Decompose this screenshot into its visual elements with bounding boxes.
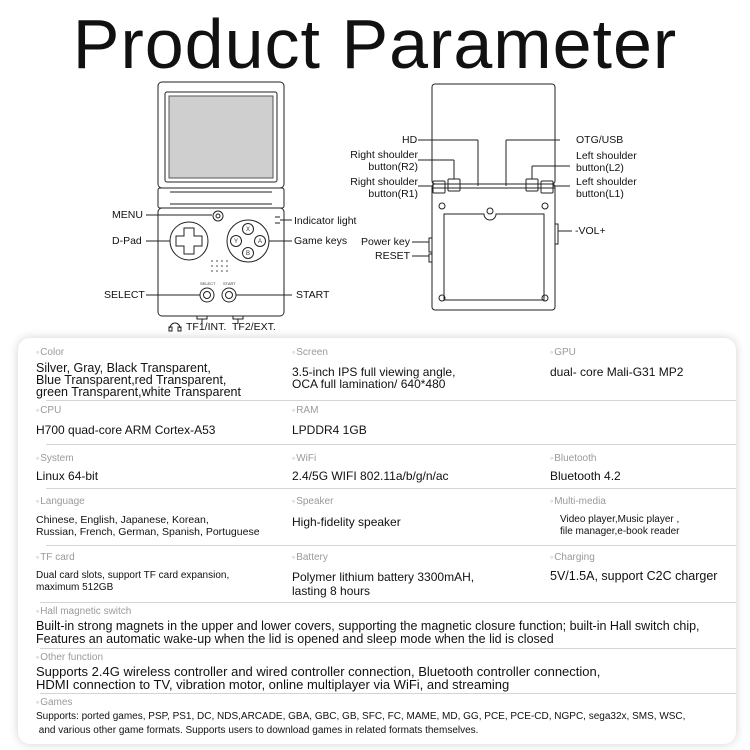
dpad-shape [176,228,202,254]
label-reset: RESET [375,250,411,262]
vol-shape [555,224,558,244]
spec-multimedia-value [550,514,680,538]
spec-language-value [36,514,260,538]
divider [46,400,736,401]
divider [40,648,736,649]
spec-other-line1: Supports 2.4G wireless controller and wired controller connection, Bluetooth controller connection, [36,664,601,679]
spec-hall-value [36,620,700,646]
spec-screen-line2: OCA full lamination/ 640*480 [292,377,446,391]
key-b-label: B [245,251,251,257]
label-menu: MENU [112,209,143,221]
speaker-grille [211,260,228,272]
label-l1 [576,176,637,200]
spec-multimedia-label: ◦ Multi-media [550,495,680,508]
key-a-label: A [257,239,263,245]
spec-tfcard-line2: maximum 512GB [36,582,114,593]
divider [40,693,736,694]
divider [46,488,736,489]
spec-gpu-label: ◦ GPU [550,346,683,359]
label-start: START [296,289,330,301]
back-lid-outline [432,84,555,184]
label-r2 [330,149,418,173]
spec-charging-value: 5V/1.5A, support C2C charger [550,569,718,583]
spec-language-line2: Russian, French, German, Spanish, Portuguese [36,526,260,538]
spec-tfcard-label: ◦ TF card [36,551,229,564]
spec-tfcard [36,551,229,594]
spec-battery-value [292,570,474,598]
spec-other-line2: HDMI connection to TV, vibration motor, online multiplayer via WiFi, and streaming [36,677,510,692]
label-r1 [330,176,418,200]
shoulder-l1-shape [541,181,553,193]
label-l1-line2: button(L1) [576,188,624,200]
spec-speaker [292,495,401,528]
label-r1-line1: Right shoulder [350,176,418,188]
shoulder-l2-shape [526,179,538,191]
spec-multimedia [550,495,680,538]
spec-wifi-value: 2.4/5G WIFI 802.11a/b/g/n/ac [292,469,449,483]
label-otg: OTG/USB [576,134,624,146]
spec-cpu-value: H700 quad-core ARM Cortex-A53 [36,423,216,437]
spec-hall-line2: Features an automatic wake-up when the lid is opened and sleep mode when the lid is closed [36,632,554,646]
back-plate [444,214,544,300]
spec-other-value [36,665,600,691]
label-l1-line1: Left shoulder [576,176,637,188]
spec-gpu-value: dual- core Mali-G31 MP2 [550,365,684,379]
spec-screen-line1: 3.5-inch IPS full viewing angle, [292,365,456,379]
hinge [158,188,284,208]
label-r2-line1: Right shoulder [350,149,418,161]
label-hd: HD [402,134,418,146]
label-l2 [576,150,637,174]
spec-panel [18,338,736,744]
spec-ram-label: ◦ RAM [292,404,367,417]
label-game-keys: Game keys [294,235,348,247]
select-mini-label: SELECT [200,281,216,286]
spec-screen-label: ◦ Screen [292,346,455,359]
label-tf2: TF2/EXT. [232,321,276,333]
shoulder-r2-shape [448,179,460,191]
start-button-shape [222,288,236,302]
divider [46,444,736,445]
spec-hall-line1: Built-in strong magnets in the upper and lower covers, supporting the magnetic closure function; built-in Hall switch chip, [36,619,700,633]
spec-multimedia-line2: file manager,e-book reader [560,526,680,537]
spec-cpu-label: ◦ CPU [36,404,215,417]
spec-gpu [550,346,683,378]
spec-ram [292,404,367,436]
start-mini-label: START [223,281,236,286]
spec-bluetooth [550,452,621,482]
spec-language [36,495,260,538]
back-base-outline [432,184,555,310]
spec-color-label: ◦ Color [36,346,241,359]
spec-battery-line2: lasting 8 hours [292,584,371,598]
label-indicator: Indicator light [294,215,357,227]
spec-wifi-label: ◦ WiFi [292,452,449,465]
spec-tfcard-line1: Dual card slots, support TF card expansion, [36,570,230,581]
spec-bluetooth-label: ◦ Bluetooth [550,452,621,465]
spec-hall-label: ◦ Hall magnetic switch [36,605,700,618]
spec-system [36,452,98,482]
spec-battery-line1: Polymer lithium battery 3300mAH, [292,570,475,584]
spec-system-label: ◦ System [36,452,98,465]
spec-color-line2: Blue Transparent,red Transparent, [36,373,227,387]
spec-speaker-label: ◦ Speaker [292,495,401,508]
menu-button-shape [213,211,223,221]
spec-language-label: ◦ Language [36,495,260,508]
label-power: Power key [361,236,411,248]
spec-color-line3: green Transparent,white Transparent [36,385,241,399]
spec-color [36,346,241,398]
key-x-label: X [245,227,251,233]
label-l2-line1: Left shoulder [576,150,637,162]
spec-screen [292,346,455,390]
spec-multimedia-line1: Video player,Music player , [560,514,680,525]
label-l2-line2: button(L2) [576,162,624,174]
shoulder-r1-shape [433,181,445,193]
reset-shape [429,254,432,262]
label-select: SELECT [104,289,145,301]
spec-system-value: Linux 64-bit [36,469,99,483]
spec-ram-value: LPDDR4 1GB [292,423,367,437]
spec-games-value [36,710,685,738]
select-button-shape [200,288,214,302]
spec-cpu [36,404,215,436]
spec-wifi [292,452,449,482]
spec-bluetooth-value: Bluetooth 4.2 [550,469,621,483]
power-key-shape [429,238,432,252]
spec-color-line1: Silver, Gray, Black Transparent, [36,361,211,375]
spec-other-label: ◦ Other function [36,651,600,664]
spec-games-label: ◦ Games [36,696,685,709]
key-y-label: Y [233,239,239,245]
spec-charging-label: ◦ Charging [550,551,717,564]
divider [40,602,736,603]
spec-battery [292,551,474,598]
label-dpad: D-Pad [112,235,142,247]
front-base-outline [158,208,284,316]
spec-games [36,696,685,738]
page-title: Product Parameter [72,5,678,83]
spec-other [36,651,600,691]
spec-speaker-value: High-fidelity speaker [292,515,401,529]
label-tf1: TF1/INT. [186,321,227,333]
spec-language-line1: Chinese, English, Japanese, Korean, [36,514,209,526]
spec-hall [36,605,700,646]
divider [46,545,736,546]
spec-screen-value [292,366,455,390]
spec-games-line2: and various other game formats. Supports users to download games in related formats themselves. [36,725,479,736]
spec-battery-label: ◦ Battery [292,551,474,564]
spec-charging [550,551,717,582]
label-r1-line2: button(R1) [368,188,418,200]
spec-color-value [36,362,241,398]
label-r2-line2: button(R2) [368,161,418,173]
spec-games-line1: Supports: ported games, PSP, PS1, DC, NDS,ARCADE, GBA, GBC, GB, SFC, FC, MAME, MD, GG, PCE, PCE-CD, NGPC, sega32x, SMS, WSC, [36,711,686,722]
spec-tfcard-value [36,570,229,594]
front-screen [169,96,273,178]
device-diagram [0,78,750,338]
label-vol: -VOL+ [575,225,606,237]
